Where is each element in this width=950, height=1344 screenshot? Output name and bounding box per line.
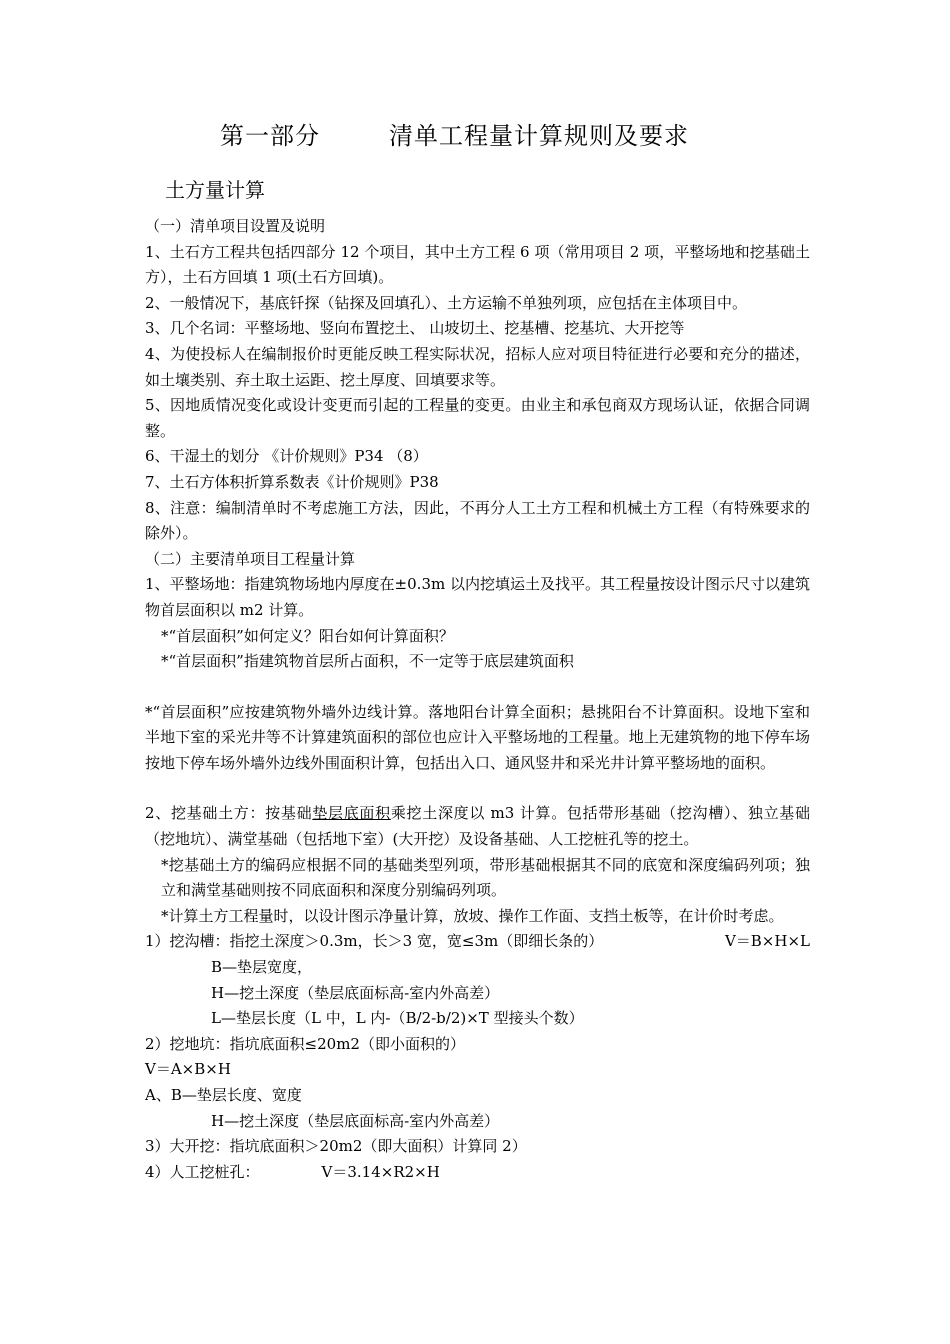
sub-item-pile-hole: 4）人工挖桩孔： V＝3.14×R2×H [145, 1162, 440, 1181]
page-title: 第一部分 清单工程量计算规则及要求 [220, 122, 690, 150]
note-first-floor-rules: *“首层面积”应按建筑物外墙外边线计算。落地阳台计算全面积；悬挑阳台不计算面积。设地下室和半地下室的采光井等不计算建筑面积的部位也应计入平整场地的工程量。地上无建筑物的地下停车场按地下停车场外墙外边线外围面积计算，包括出入口、通风竖井和采光井计算平整场地的面积。 [145, 702, 810, 772]
sec1-item-1: 1、土石方工程共包括四部分 12 个项目，其中土方工程 6 项（常用项目 2 项，平整场地和挖基础土方），土石方回填 1 项(土石方回填)。 [145, 242, 810, 287]
note-first-floor-question: *“首层面积”如何定义？阳台如何计算面积？ [161, 626, 454, 645]
trench-formula: V＝B×H×L [724, 932, 810, 951]
sub-item-open-excavation: 3）大开挖：指坑底面积＞20m2（即大面积）计算同 2） [145, 1137, 527, 1156]
sec2-heading: （二）主要清单项目工程量计算 [145, 549, 356, 568]
sec1-item-3: 3、几个名词：平整场地、竖向布置挖土、 山坡切土、挖基槽、挖基坑、大开挖等 [145, 319, 685, 338]
spacer [145, 776, 810, 801]
sec1-heading: （一）清单项目设置及说明 [145, 217, 326, 235]
sec1-item-7: 7、土石方体积折算系数表《计价规则》P38 [145, 472, 439, 491]
document-body [145, 214, 810, 1185]
item2-suffix: 乘挖土深度以 m3 计算。包括带形基础（挖沟槽）、独立基础（挖地坑）、满堂基础（包括地下室）(大开挖）及设备基础、人工挖桩孔等的挖土。 [145, 804, 810, 849]
sec1-item-5: 5、因地质情况变化或设计变更而引起的工程量的变更。由业主和承包商双方现场认证，依据合同调整。 [145, 396, 810, 440]
sec1-item-6: 6、干湿土的划分 《计价规则》P34 （8） [145, 447, 428, 466]
note-coding: *挖基础土方的编码应根据不同的基础类型列项，带形基础根据其不同的底宽和深度编码列项；独立和满堂基础则按不同底面积和深度分别编码列项。 [161, 855, 810, 900]
trench-var-b: B—垫层宽度， [211, 958, 313, 977]
note-first-floor-definition: *“首层面积”指建筑物首层所占面积，不一定等于底层建筑面积 [161, 652, 574, 671]
spacer [145, 675, 810, 700]
sub-item-trench [145, 929, 810, 955]
trench-var-h: H—挖土深度（垫层底面标高-室内外高差） [211, 983, 500, 1002]
sec2-item-2 [145, 801, 810, 852]
pit-var-ab: A、B—垫层长度、宽度 [145, 1086, 302, 1104]
item2-underlined-term: 垫层底面积 [312, 804, 391, 823]
sub-item-pit: 2）挖地坑：指坑底面积≤20m2（即小面积的） [145, 1034, 465, 1053]
sec2-item-1: 1、平整场地：指建筑物场地内厚度在±0.3m 以内挖填运土及找平。其工程量按设计图示尺寸以建筑物首层面积以 m2 计算。 [145, 575, 810, 619]
trench-text: 1）挖沟槽：指挖土深度＞0.3m，长＞3 宽，宽≤3m（即细长条的） [145, 932, 604, 951]
item2-prefix: 2、挖基础土方：按基础 [145, 804, 313, 823]
note-calculation: *计算土方工程量时，以设计图示净量计算，放坡、操作工作面、支挡土板等，在计价时考虑。 [161, 906, 784, 925]
trench-var-l: L—垫层长度（L 中，L 内-（B/2-b/2)×T 型接头个数） [211, 1009, 584, 1028]
pit-var-h: H—挖土深度（垫层底面标高-室内外高差） [211, 1111, 500, 1130]
section-subtitle: 土方量计算 [165, 178, 265, 202]
sec1-item-8: 8、注意：编制清单时不考虑施工方法，因此，不再分人工土方工程和机械土方工程（有特殊要求的除外）。 [145, 498, 810, 543]
pit-formula: V＝A×B×H [145, 1060, 231, 1079]
sec1-item-2: 2、一般情况下，基底钎探（钻探及回填孔）、土方运输不单独列项，应包括在主体项目中。 [145, 293, 748, 312]
sec1-item-4: 4、为使投标人在编制报价时更能反映工程实际状况，招标人应对项目特征进行必要和充分的描述，如土壤类别、弃土取土运距、挖土厚度、回填要求等。 [145, 344, 810, 389]
